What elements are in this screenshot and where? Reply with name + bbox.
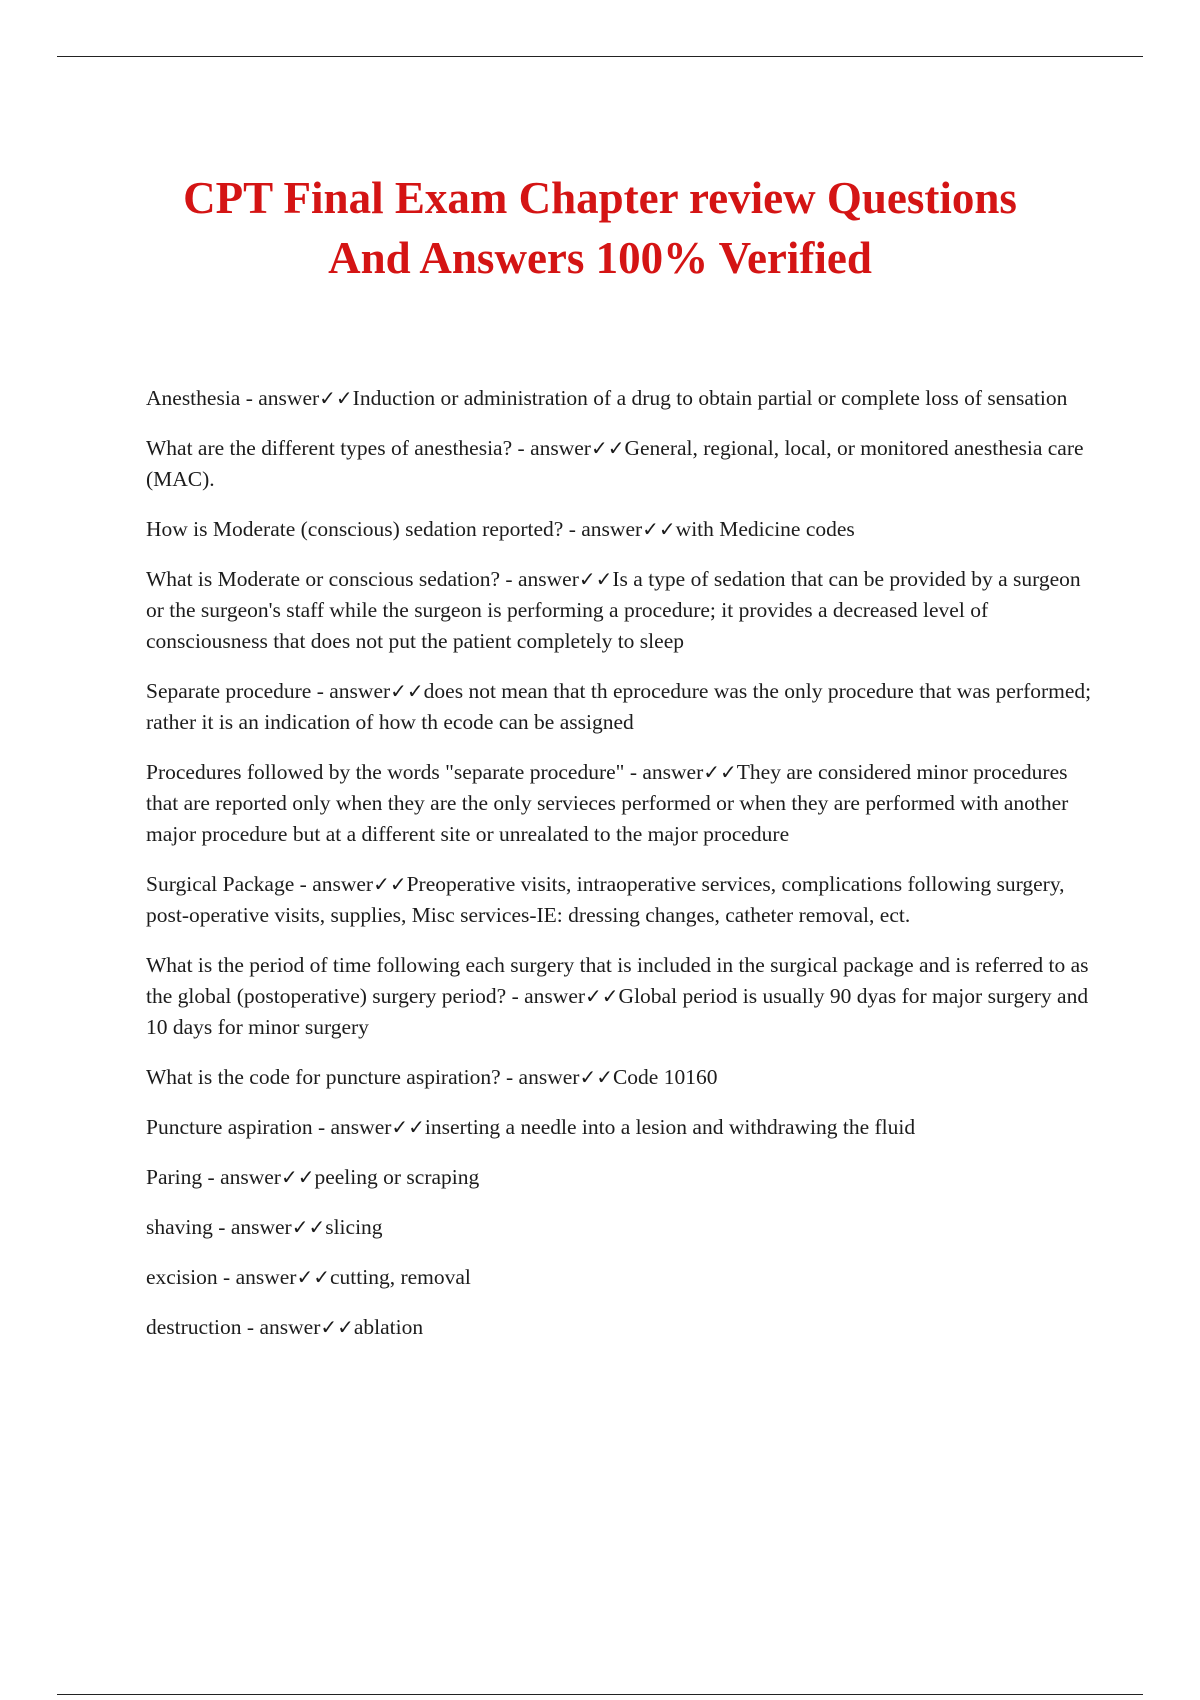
- qa-separator: -: [294, 872, 313, 896]
- qa-term: Paring: [146, 1165, 203, 1189]
- double-check-icon: ✓✓: [579, 1065, 613, 1089]
- answer-label: answer: [581, 517, 643, 541]
- qa-item: [146, 950, 1096, 1043]
- qa-separator: -: [212, 1215, 231, 1239]
- qa-item: [146, 383, 1096, 414]
- answer-label: answer: [235, 1265, 297, 1289]
- qa-item: [146, 1062, 1096, 1093]
- double-check-icon: ✓✓: [319, 386, 353, 410]
- answer-label: answer: [524, 984, 586, 1008]
- qa-separator: -: [202, 1165, 221, 1189]
- qa-term: What are the different types of anesthesia?: [146, 436, 513, 460]
- answer-label: answer: [258, 386, 320, 410]
- qa-separator: -: [563, 517, 582, 541]
- qa-separator: -: [506, 984, 525, 1008]
- double-check-icon: ✓✓: [642, 517, 676, 541]
- qa-item: [146, 869, 1096, 931]
- double-check-icon: ✓✓: [280, 1165, 315, 1189]
- qa-term: Puncture aspiration: [146, 1115, 313, 1139]
- qa-item: [146, 676, 1096, 738]
- qa-term: What is Moderate or conscious sedation?: [146, 567, 501, 591]
- answer-label: answer: [330, 1115, 392, 1139]
- qa-answer: They are considered minor procedures that are reported only when they are the only servieces performed or when they are performed with another major procedure but at a different site or unrealated to the major procedure: [146, 760, 1069, 846]
- answer-label: answer: [517, 567, 579, 591]
- qa-term: Separate procedure: [146, 679, 312, 703]
- qa-term: What is the period of time following each surgery that is included in the surgical package and is referred to as the global (postoperative) surgery period?: [146, 953, 1089, 1008]
- answer-label: answer: [259, 1315, 321, 1339]
- qa-item: [146, 514, 1096, 545]
- qa-item: [146, 433, 1096, 495]
- double-check-icon: ✓✓: [291, 1215, 326, 1239]
- qa-separator: -: [240, 386, 259, 410]
- qa-answer: General, regional, local, or monitored anesthesia care (MAC).: [146, 436, 1084, 491]
- qa-answer: inserting a needle into a lesion and withdrawing the fluid: [424, 1115, 916, 1139]
- qa-answer: Is a type of sedation that can be provided by a surgeon or the surgeon's staff while the surgeon is performing a procedure; it provides a decreased level of consciousness that does not put the patient completely to sleep: [146, 567, 1081, 653]
- qa-item: [146, 564, 1096, 657]
- title-line-1: CPT Final Exam Chapter review Questions: [183, 173, 1017, 223]
- qa-term: How is Moderate (conscious) sedation reported?: [146, 517, 564, 541]
- page-title: [120, 168, 1080, 288]
- qa-list: [146, 383, 1096, 1362]
- qa-answer: does not mean that th eprocedure was the only procedure that was performed; rather it is an indication of how th ecode can be assigned: [146, 679, 1092, 734]
- qa-answer: Preoperative visits, intraoperative services, complications following surgery, post-operative visits, supplies, Misc services-IE: dressing changes, catheter removal, ect.: [146, 872, 1065, 927]
- qa-item: [146, 1212, 1096, 1243]
- qa-separator: -: [624, 760, 643, 784]
- qa-term: excision: [146, 1265, 218, 1289]
- qa-answer: Code 10160: [612, 1065, 718, 1089]
- double-check-icon: ✓✓: [296, 1265, 330, 1289]
- double-check-icon: ✓✓: [391, 1115, 425, 1139]
- qa-answer: Induction or administration of a drug to obtain partial or complete loss of sensation: [352, 386, 1068, 410]
- double-check-icon: ✓✓: [703, 760, 737, 784]
- qa-item: [146, 757, 1096, 850]
- qa-term: destruction: [146, 1315, 242, 1339]
- qa-answer: cutting, removal: [329, 1265, 471, 1289]
- answer-label: answer: [312, 872, 374, 896]
- answer-label: answer: [230, 1215, 292, 1239]
- qa-term: What is the code for puncture aspiration?: [146, 1065, 501, 1089]
- answer-label: answer: [642, 760, 704, 784]
- answer-label: answer: [518, 1065, 580, 1089]
- qa-answer: ablation: [353, 1315, 424, 1339]
- double-check-icon: ✓✓: [390, 679, 424, 703]
- qa-answer: peeling or scraping: [314, 1165, 480, 1189]
- title-line-2: And Answers 100% Verified: [328, 233, 872, 283]
- bottom-rule: [57, 1694, 1143, 1695]
- answer-label: answer: [530, 436, 591, 460]
- double-check-icon: ✓✓: [373, 872, 407, 896]
- double-check-icon: ✓✓: [578, 567, 613, 591]
- qa-answer: slicing: [325, 1215, 383, 1239]
- qa-term: Procedures followed by the words "separate procedure": [146, 760, 625, 784]
- answer-label: answer: [220, 1165, 281, 1189]
- qa-item: [146, 1112, 1096, 1143]
- qa-term: Anesthesia: [146, 386, 241, 410]
- qa-item: [146, 1262, 1096, 1293]
- qa-answer: Global period is usually 90 dyas for major surgery and 10 days for minor surgery: [146, 984, 1089, 1039]
- qa-term: Surgical Package: [146, 872, 295, 896]
- qa-answer: with Medicine codes: [675, 517, 855, 541]
- double-check-icon: ✓✓: [585, 984, 619, 1008]
- qa-separator: -: [241, 1315, 260, 1339]
- double-check-icon: ✓✓: [320, 1315, 354, 1339]
- qa-separator: -: [311, 679, 330, 703]
- qa-separator: -: [217, 1265, 236, 1289]
- qa-item: [146, 1162, 1096, 1193]
- double-check-icon: ✓✓: [590, 436, 625, 460]
- qa-separator: -: [500, 567, 518, 591]
- qa-item: [146, 1312, 1096, 1343]
- qa-separator: -: [512, 436, 531, 460]
- top-rule: [57, 56, 1143, 57]
- qa-separator: -: [312, 1115, 331, 1139]
- answer-label: answer: [329, 679, 391, 703]
- qa-separator: -: [500, 1065, 519, 1089]
- qa-term: shaving: [146, 1215, 213, 1239]
